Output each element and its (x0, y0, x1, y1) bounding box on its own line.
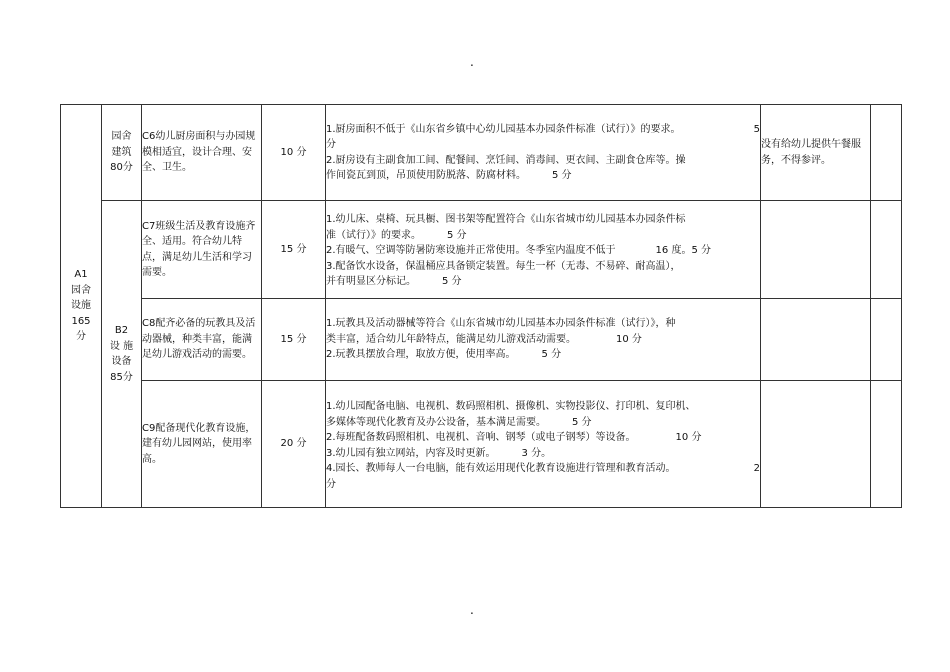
criterion-c7: C7班级生活及教育设施齐全、适用。符合幼儿特点，满足幼儿生活和学习需要。 (142, 201, 262, 299)
category-b2-cell (102, 201, 142, 508)
standard-c9 (326, 381, 761, 508)
std-c6-1b: 5 (753, 123, 760, 135)
std-c7-3c: 5 分 (442, 276, 462, 288)
category-a1-cell (61, 105, 102, 508)
criterion-c8: C8配齐必备的玩教具及活动器械，种类丰富，能满足幼儿游戏活动的需要。 (142, 299, 262, 381)
std-c6-2b: 作间瓷瓦到顶，吊顶使用防脱落、防腐材料。 (326, 170, 526, 181)
std-c9-4a: 4.园长、教师每人一台电脑，能有效运用现代化教育设施进行管理和教育活动。 (326, 463, 676, 474)
page-mark-top: . (470, 55, 474, 69)
table-row-c9 (61, 381, 902, 508)
b1-line-3: 80分 (110, 162, 133, 174)
standard-c8 (326, 299, 761, 381)
blank-c9 (871, 381, 902, 508)
b1-line-1: 园舍 (111, 131, 132, 143)
std-c9-1c: 5 分 (572, 416, 592, 428)
std-c9-4b: 2 (753, 463, 760, 474)
std-c9-3b: 3 分。 (521, 447, 552, 459)
criterion-c9: C9配备现代化教育设施，建有幼儿园网站，使用率高。 (142, 381, 262, 508)
blank-c7 (871, 201, 902, 299)
std-c9-3a: 3.幼儿园有独立网站，内容及时更新。 (326, 447, 496, 459)
a1-name-2: 设施 (71, 300, 91, 312)
std-c8-1c: 10 分 (616, 333, 642, 345)
standard-c6 (326, 105, 761, 201)
deduction-c6: 没有给幼儿提供午餐服务，不得参评。 (761, 105, 871, 201)
a1-name: 园舍 (71, 284, 91, 296)
a1-score: 165 (71, 315, 91, 327)
b2-line-1: 设 施 (109, 340, 134, 352)
std-c6-1c: 分 (326, 139, 336, 150)
deduction-c8 (761, 299, 871, 381)
std-c9-1b: 多媒体等现代化教育及办公设备，基本满足需要。 (326, 416, 546, 428)
std-c8-2a: 2.玩教具摆放合理，取放方便，使用率高。 (326, 349, 516, 361)
std-c7-2b: 16 度。5 分 (655, 245, 711, 257)
table-row-c8 (61, 299, 902, 381)
blank-c6 (871, 105, 902, 201)
std-c9-4c: 分 (326, 478, 336, 490)
std-c8-2b: 5 分 (541, 349, 562, 361)
deduction-c9 (761, 381, 871, 508)
std-c6-2c: 5 分 (552, 170, 572, 181)
score-c9: 20 分 (262, 381, 326, 508)
evaluation-table (60, 104, 902, 508)
std-c6-2a: 2.厨房设有主副食加工间、配餐间、烹饪间、消毒间、更衣间、主副食仓库等。操 (326, 154, 686, 166)
b2-line-3: 85分 (110, 371, 133, 383)
std-c7-1b: 准（试行）》的要求。 (326, 229, 421, 241)
criterion-c6: C6幼儿厨房面积与办园规模相适宜，设计合理、安全、卫生。 (142, 105, 262, 201)
a1-unit: 分 (76, 331, 86, 343)
table-row-c7 (61, 201, 902, 299)
std-c8-1a: 1.玩教具及活动器械等符合《山东省城市幼儿园基本办园条件标准（试行）》，种 (326, 318, 676, 330)
b2-code: B2 (114, 325, 129, 336)
score-c6: 10 分 (262, 105, 326, 201)
standard-c7 (326, 201, 761, 299)
blank-c8 (871, 299, 902, 381)
std-c7-3a: 3.配备饮水设备，保温桶应具备锁定装置。每生一杯（无毒、不易碎、耐高温）， (326, 260, 681, 272)
score-c8: 15 分 (262, 299, 326, 381)
std-c9-2b: 10 分 (675, 432, 702, 443)
std-c7-2a: 2.有暖气、空调等防暑防寒设施并正常使用。冬季室内温度不低于 (326, 245, 616, 257)
std-c8-1b: 类丰富，适合幼儿年龄特点，能满足幼儿游戏活动需要。 (326, 333, 576, 345)
b2-line-2: 设备 (111, 356, 132, 367)
a1-code: A1 (74, 269, 88, 281)
std-c7-1a: 1.幼儿床、桌椅、玩具橱、图书架等配置符合《山东省城市幼儿园基本办园条件标 (326, 214, 686, 226)
std-c7-1c: 5 分 (447, 229, 467, 241)
std-c9-1a: 1.幼儿园配备电脑、电视机、数码照相机、摄像机、实物投影仪、打印机、复印机、 (326, 401, 696, 412)
std-c6-1a: 1.厨房面积不低于《山东省乡镇中心幼儿园基本办园条件标准（试行）》的要求。 (326, 123, 681, 135)
score-c7: 15 分 (262, 201, 326, 299)
table-row-c6 (61, 105, 902, 201)
std-c7-3b: 并有明显区分标记。 (326, 276, 416, 288)
b1-line-2: 建筑 (111, 146, 132, 158)
std-c9-2a: 2.每班配备数码照相机、电视机、音响、钢琴（或电子钢琴）等设备。 (326, 432, 636, 443)
category-b1-cell (102, 105, 142, 201)
page-mark-bottom: . (470, 603, 474, 617)
deduction-c7 (761, 201, 871, 299)
